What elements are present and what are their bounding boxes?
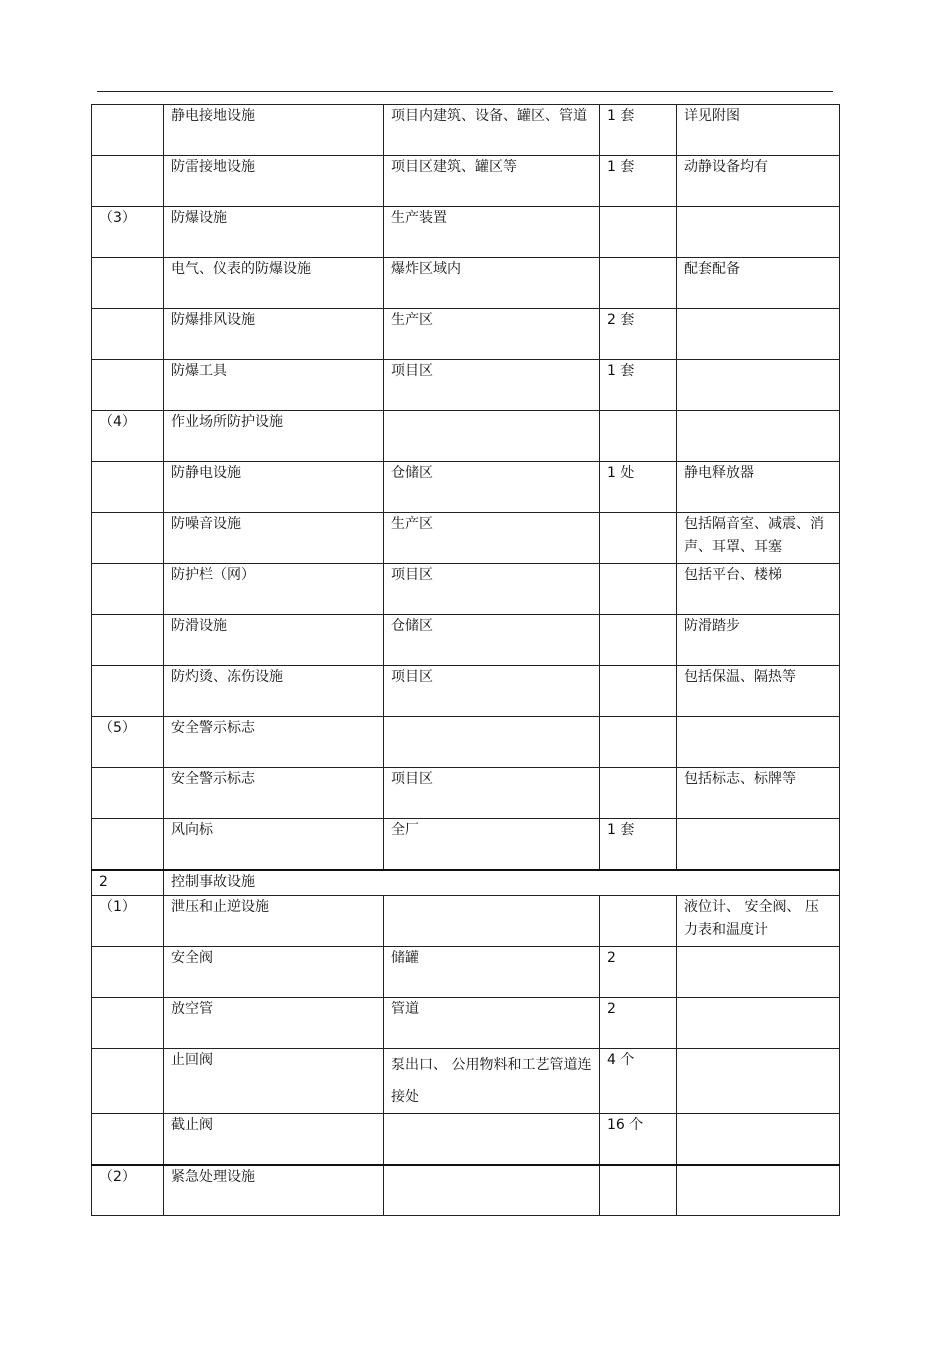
facility-remark xyxy=(677,1114,840,1165)
row-number xyxy=(92,360,164,411)
row-number xyxy=(92,462,164,513)
facility-name: 电气、仪表的防爆设施 xyxy=(164,258,384,309)
facility-location xyxy=(384,1114,600,1165)
facility-name: 安全阀 xyxy=(164,947,384,998)
facility-name: 防噪音设施 xyxy=(164,513,384,564)
facility-quantity: 1 套 xyxy=(600,819,677,870)
facility-remark xyxy=(677,998,840,1049)
facility-quantity xyxy=(600,564,677,615)
facility-remark: 包括保温、隔热等 xyxy=(677,666,840,717)
facility-name: 防护栏（网） xyxy=(164,564,384,615)
facility-location xyxy=(384,1165,600,1216)
facility-name: 防灼烫、冻伤设施 xyxy=(164,666,384,717)
facility-location: 储罐 xyxy=(384,947,600,998)
facility-name: 防静电设施 xyxy=(164,462,384,513)
facility-quantity xyxy=(600,513,677,564)
row-number: （2） xyxy=(92,1165,164,1216)
facility-name: 作业场所防护设施 xyxy=(164,411,384,462)
table-row xyxy=(92,105,840,156)
table-row xyxy=(92,819,840,870)
facility-location: 项目内建筑、设备、罐区、管道 xyxy=(384,105,600,156)
facility-quantity: 1 套 xyxy=(600,360,677,411)
facility-quantity: 1 套 xyxy=(600,156,677,207)
facility-quantity xyxy=(600,896,677,947)
facility-location xyxy=(384,717,600,768)
facility-location: 管道 xyxy=(384,998,600,1049)
table-row xyxy=(92,998,840,1049)
facility-location: 爆炸区域内 xyxy=(384,258,600,309)
facility-remark xyxy=(677,207,840,258)
facility-remark: 包括标志、标牌等 xyxy=(677,768,840,819)
row-number xyxy=(92,105,164,156)
facility-remark: 静电释放器 xyxy=(677,462,840,513)
facility-remark: 防滑踏步 xyxy=(677,615,840,666)
table-row xyxy=(92,360,840,411)
row-number xyxy=(92,998,164,1049)
facility-location: 项目区 xyxy=(384,666,600,717)
row-number xyxy=(92,156,164,207)
facility-remark: 包括平台、楼梯 xyxy=(677,564,840,615)
table-row xyxy=(92,207,840,258)
facility-remark: 液位计、 安全阀、 压力表和温度计 xyxy=(677,896,840,947)
row-number xyxy=(92,666,164,717)
row-number xyxy=(92,513,164,564)
facility-name: 防爆排风设施 xyxy=(164,309,384,360)
row-number xyxy=(92,768,164,819)
facility-remark xyxy=(677,717,840,768)
table-row xyxy=(92,258,840,309)
facility-name: 紧急处理设施 xyxy=(164,1165,384,1216)
facility-location: 生产区 xyxy=(384,309,600,360)
row-number: （4） xyxy=(92,411,164,462)
facility-name: 截止阀 xyxy=(164,1114,384,1165)
facility-quantity xyxy=(600,411,677,462)
table-row xyxy=(92,462,840,513)
section-heading-row xyxy=(92,870,840,896)
facility-remark xyxy=(677,360,840,411)
facility-name: 防爆工具 xyxy=(164,360,384,411)
facility-quantity xyxy=(600,768,677,819)
row-number xyxy=(92,258,164,309)
facility-remark: 配套配备 xyxy=(677,258,840,309)
facility-quantity xyxy=(600,1165,677,1216)
row-number xyxy=(92,615,164,666)
table-row xyxy=(92,666,840,717)
facility-quantity xyxy=(600,666,677,717)
facility-remark: 动静设备均有 xyxy=(677,156,840,207)
facility-location: 生产区 xyxy=(384,513,600,564)
facility-location: 项目区 xyxy=(384,564,600,615)
facility-name: 止回阀 xyxy=(164,1049,384,1114)
facility-remark xyxy=(677,309,840,360)
row-number xyxy=(92,947,164,998)
facility-quantity xyxy=(600,207,677,258)
facility-location: 项目区 xyxy=(384,360,600,411)
facility-location: 项目区 xyxy=(384,768,600,819)
row-number xyxy=(92,1049,164,1114)
table-row xyxy=(92,717,840,768)
table-row xyxy=(92,615,840,666)
facility-remark: 详见附图 xyxy=(677,105,840,156)
facility-name: 防滑设施 xyxy=(164,615,384,666)
facility-name: 防爆设施 xyxy=(164,207,384,258)
facility-name: 风向标 xyxy=(164,819,384,870)
facility-remark xyxy=(677,1165,840,1216)
table-row xyxy=(92,947,840,998)
row-number xyxy=(92,1114,164,1165)
facility-quantity: 2 xyxy=(600,947,677,998)
facility-location xyxy=(384,896,600,947)
table-row xyxy=(92,156,840,207)
facility-quantity: 1 套 xyxy=(600,105,677,156)
table-row xyxy=(92,1049,840,1114)
facility-location: 泵出口、 公用物料和工艺管道连接处 xyxy=(384,1049,600,1114)
facility-name: 泄压和止逆设施 xyxy=(164,896,384,947)
row-number xyxy=(92,309,164,360)
facility-location: 生产装置 xyxy=(384,207,600,258)
facility-quantity: 2 套 xyxy=(600,309,677,360)
row-number xyxy=(92,564,164,615)
facility-name: 安全警示标志 xyxy=(164,768,384,819)
facility-name: 静电接地设施 xyxy=(164,105,384,156)
facility-name: 防雷接地设施 xyxy=(164,156,384,207)
facility-location: 项目区建筑、罐区等 xyxy=(384,156,600,207)
table-row xyxy=(92,1165,840,1216)
facility-quantity xyxy=(600,615,677,666)
facility-quantity xyxy=(600,258,677,309)
facility-remark xyxy=(677,411,840,462)
row-number: （1） xyxy=(92,896,164,947)
row-number: （3） xyxy=(92,207,164,258)
row-number: （5） xyxy=(92,717,164,768)
facility-location xyxy=(384,411,600,462)
facility-quantity: 1 处 xyxy=(600,462,677,513)
header-rule xyxy=(97,91,833,92)
facility-quantity: 2 xyxy=(600,998,677,1049)
safety-facilities-table xyxy=(91,104,840,1216)
facility-quantity: 16 个 xyxy=(600,1114,677,1165)
facility-name: 安全警示标志 xyxy=(164,717,384,768)
table-row xyxy=(92,896,840,947)
facility-quantity xyxy=(600,717,677,768)
row-number xyxy=(92,819,164,870)
table-row xyxy=(92,513,840,564)
section-number: 2 xyxy=(92,870,164,896)
section-title: 控制事故设施 xyxy=(164,870,840,896)
table-row xyxy=(92,1114,840,1165)
table-row xyxy=(92,411,840,462)
facility-location: 仓储区 xyxy=(384,462,600,513)
facility-quantity: 4 个 xyxy=(600,1049,677,1114)
facility-location: 全厂 xyxy=(384,819,600,870)
table-row xyxy=(92,768,840,819)
facility-location: 仓储区 xyxy=(384,615,600,666)
table-row xyxy=(92,564,840,615)
facility-remark: 包括隔音室、减震、消声、耳罩、耳塞 xyxy=(677,513,840,564)
facility-name: 放空管 xyxy=(164,998,384,1049)
table-row xyxy=(92,309,840,360)
facility-remark xyxy=(677,819,840,870)
facility-remark xyxy=(677,947,840,998)
facility-remark xyxy=(677,1049,840,1114)
